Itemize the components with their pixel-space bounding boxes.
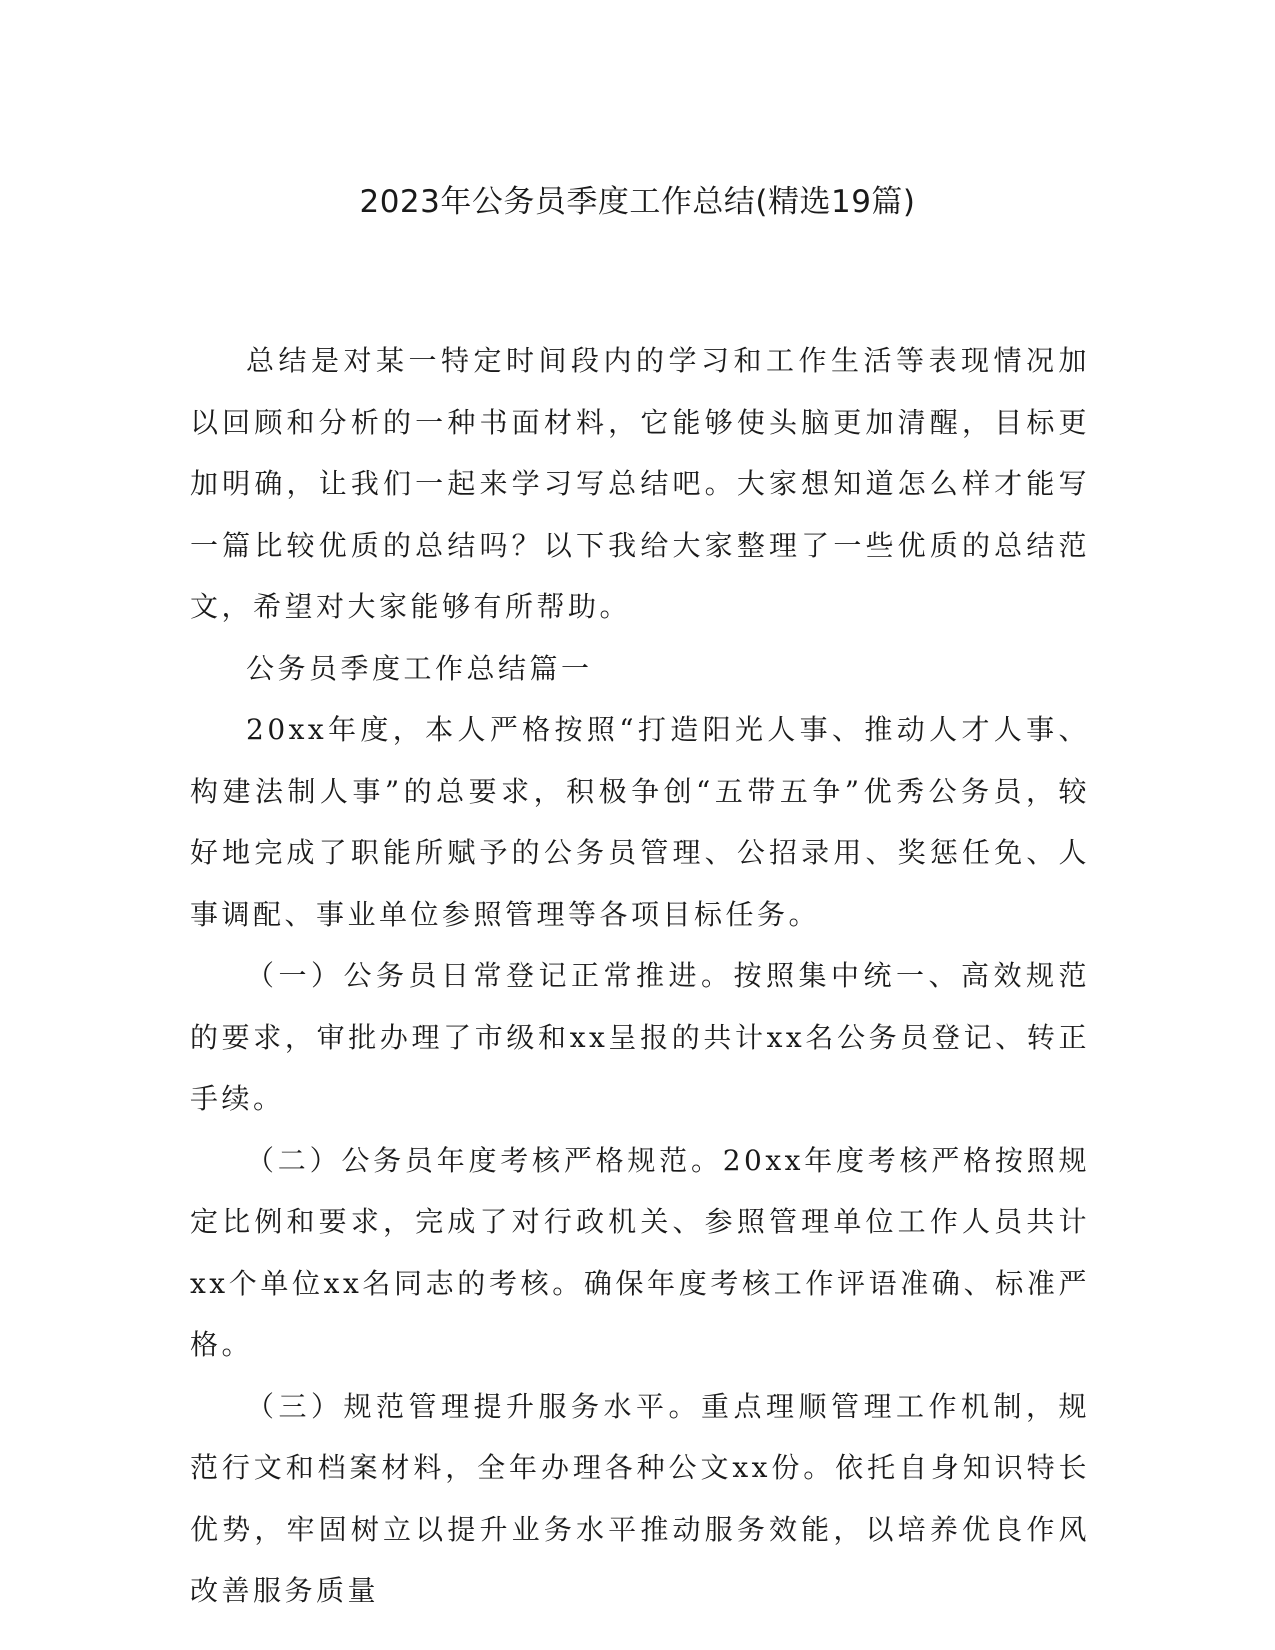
- body-paragraph: 20xx年度，本人严格按照“打造阳光人事、推动人才人事、构建法制人事”的总要求，积极争创“五带五争”优秀公务员，较好地完成了职能所赋予的公务员管理、公招录用、奖惩任免、人事调配、事业单位参照管理等各项目标任务。: [190, 713, 1090, 931]
- item-paragraph-1: （一）公务员日常登记正常推进。按照集中统一、高效规范的要求，审批办理了市级和xx呈报的共计xx名公务员登记、转正手续。: [190, 959, 1090, 1115]
- document-body: [190, 330, 1090, 1622]
- document-title: 2023年公务员季度工作总结(精选19篇): [359, 184, 916, 220]
- intro-paragraph: 总结是对某一特定时间段内的学习和工作生活等表现情况加以回顾和分析的一种书面材料，它能够使头脑更加清醒，目标更加明确，让我们一起来学习写总结吧。大家想知道怎么样才能写一篇比较优质的总结吗？以下我给大家整理了一些优质的总结范文，希望对大家能够有所帮助。: [190, 344, 1090, 623]
- section-heading: 公务员季度工作总结篇一: [246, 651, 593, 685]
- item-paragraph-2: （二）公务员年度考核严格规范。20xx年度考核严格按照规定比例和要求，完成了对行政机关、参照管理单位工作人员共计xx个单位xx名同志的考核。确保年度考核工作评语准确、标准严格。: [190, 1143, 1090, 1361]
- item-paragraph-3: （三）规范管理提升服务水平。重点理顺管理工作机制，规范行文和档案材料，全年办理各种公文xx份。依托自身知识特长优势，牢固树立以提升业务水平推动服务效能，以培养优良作风改善服务质量: [190, 1389, 1090, 1607]
